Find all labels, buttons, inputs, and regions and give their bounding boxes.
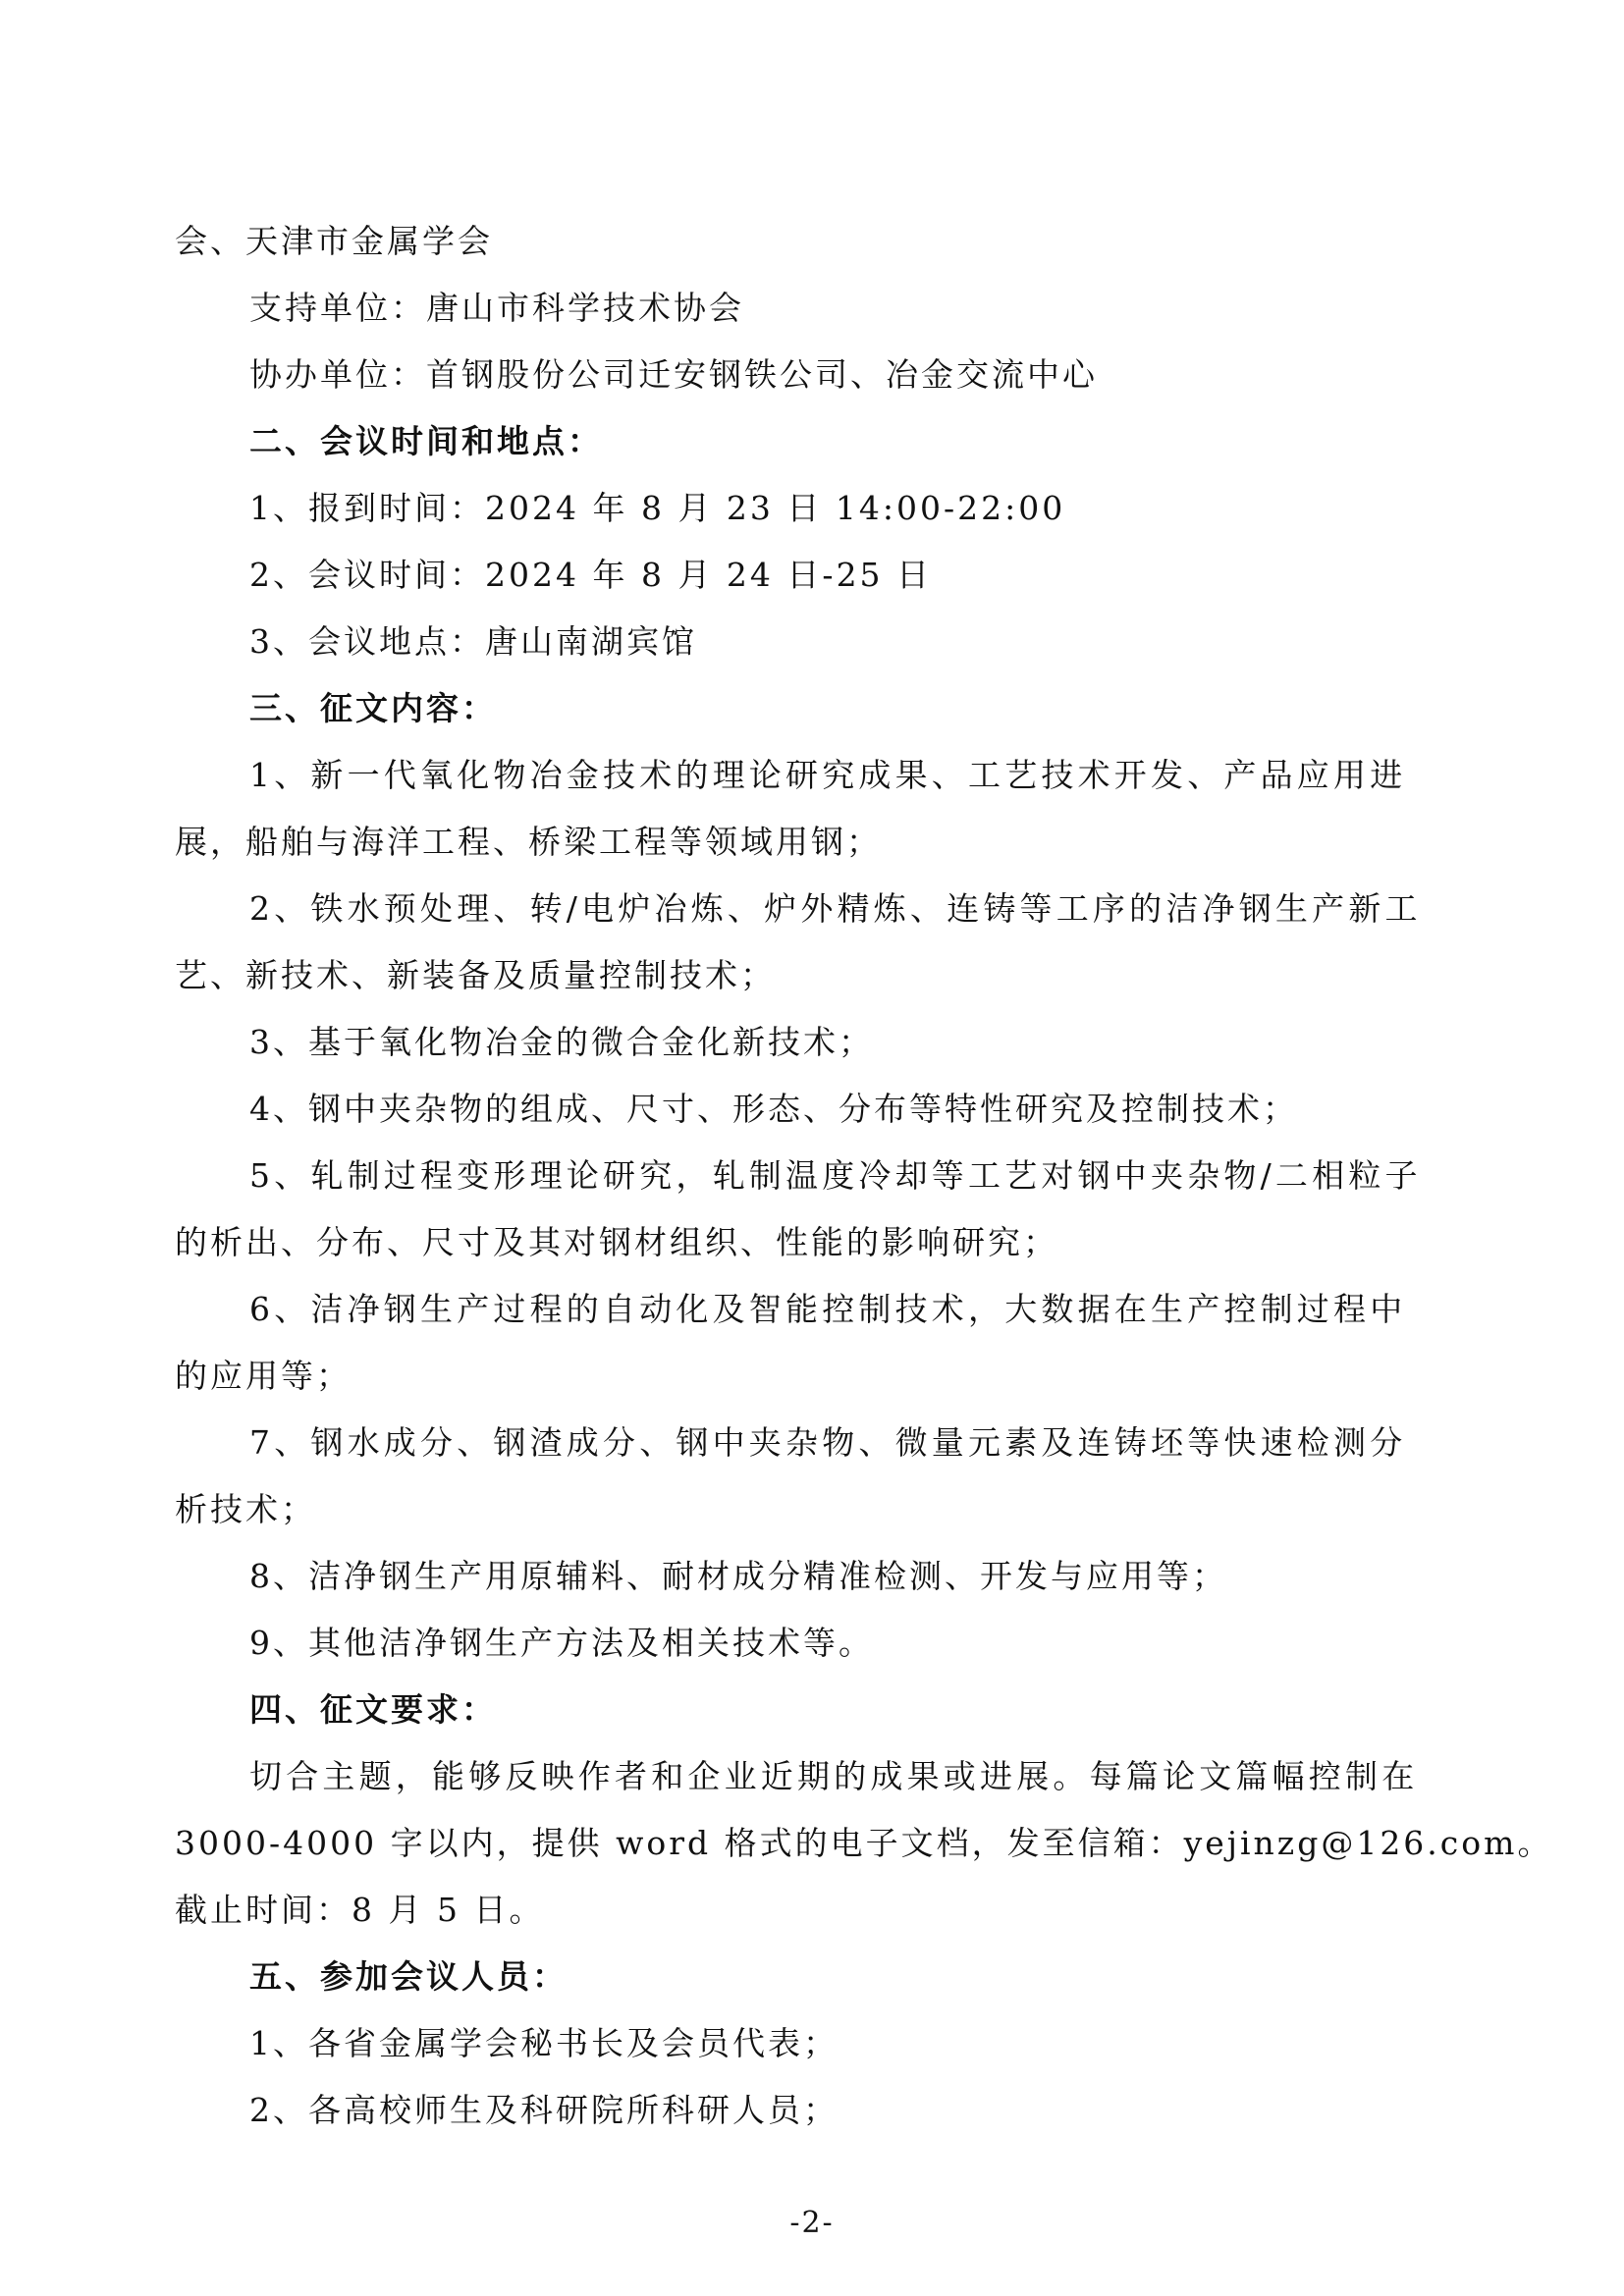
section-heading-topics: 三、征文内容： bbox=[249, 689, 497, 727]
meeting-time: 2、会议时间：2024 年 8 月 24 日-25 日 bbox=[249, 556, 933, 594]
section-heading-attendees: 五、参加会议人员： bbox=[249, 1957, 568, 1996]
page-number: -2- bbox=[789, 2206, 835, 2240]
topic-6-line-2: 的应用等； bbox=[175, 1357, 352, 1395]
attendee-2: 2、各高校师生及科研院所科研人员； bbox=[249, 2091, 839, 2129]
requirements-line-1: 切合主题，能够反映作者和企业近期的成果或进展。每篇论文篇幅控制在 bbox=[249, 1757, 1419, 1795]
supporting-unit: 支持单位：唐山市科学技术协会 bbox=[249, 289, 744, 327]
topic-4: 4、钢中夹杂物的组成、尺寸、形态、分布等特性研究及控制技术； bbox=[249, 1090, 1298, 1128]
document-body bbox=[175, 208, 1553, 2144]
topic-9: 9、其他洁净钢生产方法及相关技术等。 bbox=[249, 1624, 874, 1662]
topic-3: 3、基于氧化物冶金的微合金化新技术； bbox=[249, 1023, 874, 1061]
attendee-1: 1、各省金属学会秘书长及会员代表； bbox=[249, 2024, 839, 2062]
topic-7-line-2: 析技术； bbox=[175, 1490, 316, 1528]
section-heading-time-location: 二、会议时间和地点： bbox=[249, 422, 603, 460]
topic-6-line-1: 6、洁净钢生产过程的自动化及智能控制技术，大数据在生产控制过程中 bbox=[249, 1290, 1407, 1328]
organizer-continuation: 会、天津市金属学会 bbox=[175, 222, 493, 260]
topic-2-line-2: 艺、新技术、新装备及质量控制技术； bbox=[175, 956, 776, 994]
topic-7-line-1: 7、钢水成分、钢渣成分、钢中夹杂物、微量元素及连铸坯等快速检测分 bbox=[249, 1423, 1407, 1462]
meeting-location: 3、会议地点：唐山南湖宾馆 bbox=[249, 622, 697, 661]
topic-2-line-1: 2、铁水预处理、转/电炉冶炼、炉外精炼、连铸等工序的洁净钢生产新工 bbox=[249, 889, 1422, 928]
deadline: 截止时间：8 月 5 日。 bbox=[175, 1891, 545, 1929]
topic-8: 8、洁净钢生产用原辅料、耐材成分精准检测、开发与应用等； bbox=[249, 1557, 1227, 1595]
co-organizer: 协办单位：首钢股份公司迁安钢铁公司、冶金交流中心 bbox=[249, 355, 1098, 394]
requirements-line-2: 3000-4000 字以内，提供 word 格式的电子文档，发至信箱：yejinzg@126.com。 bbox=[175, 1824, 1553, 1862]
topic-5-line-1: 5、轧制过程变形理论研究，轧制温度冷却等工艺对钢中夹杂物/二相粒子 bbox=[249, 1156, 1422, 1195]
section-heading-requirements: 四、征文要求： bbox=[249, 1690, 497, 1729]
topic-1-line-1: 1、新一代氧化物冶金技术的理论研究成果、工艺技术开发、产品应用进 bbox=[249, 756, 1407, 794]
registration-time: 1、报到时间：2024 年 8 月 23 日 14:00-22:00 bbox=[249, 489, 1066, 527]
topic-1-line-2: 展，船舶与海洋工程、桥梁工程等领域用钢； bbox=[175, 823, 882, 861]
topic-5-line-2: 的析出、分布、尺寸及其对钢材组织、性能的影响研究； bbox=[175, 1223, 1058, 1261]
